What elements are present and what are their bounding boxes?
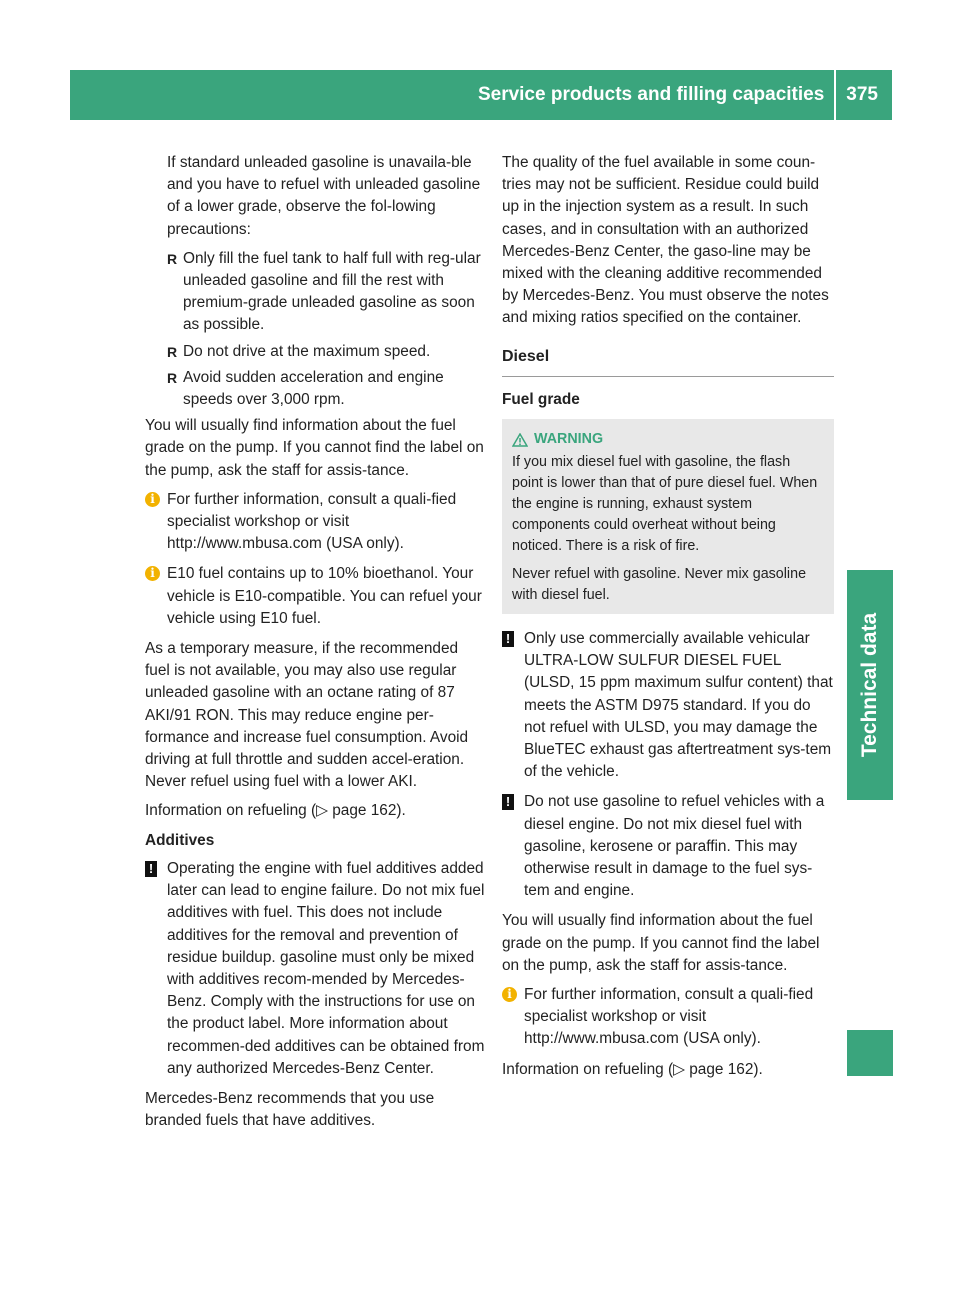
- intro-paragraph: If standard unleaded gasoline is unavaila-ble and you have to refuel with unleaded gasoline of a lower grade, observe the fol-lowing precautions:: [167, 154, 481, 238]
- info-note-text: For further information, consult a quali-fied specialist workshop or visit http://www.mbusa.com (USA only).: [167, 490, 457, 553]
- fuel-quality-paragraph: The quality of the fuel available in some coun-tries may not be sufficient. Residue could build up in the injection system as a result. In such cases, and in consultation with an authorized Mercedes-Benz Center, the gaso-line may be mixed with the cleaning additive recommended by Mercedes-Benz. You must observe the notes and mixing ratios specified on the container.: [502, 154, 829, 327]
- left-column: [145, 152, 485, 1139]
- warning-note: [502, 628, 834, 783]
- warning-note: [145, 858, 485, 1080]
- page-title: Service products and filling capacities: [477, 84, 825, 105]
- exclamation-icon: !: [502, 631, 514, 647]
- warning-note-text: Operating the engine with fuel additives added later can lead to engine failure. Do not mix fuel additives with fuel. This does not include additives for the removal and prevention of residue buildup. gasoline must only be mixed with additives recom-mended by Mercedes-Benz. Comply with the instructions for use on the product label. More information about recommen-ded additives can be obtained from any authorized Mercedes-Benz Center.: [167, 859, 485, 1077]
- additives-heading: Additives: [145, 831, 215, 849]
- fuel-grade-heading: Fuel grade: [502, 390, 580, 408]
- side-tab-technical-data[interactable]: [847, 570, 893, 800]
- side-tab-label: Technical data: [858, 612, 881, 758]
- exclamation-icon: !: [502, 794, 514, 810]
- info-note: [145, 563, 485, 630]
- warning-title-text: WARNING: [534, 431, 604, 448]
- info-icon: i: [145, 566, 160, 581]
- info-icon: i: [145, 492, 160, 507]
- refueling-reference[interactable]: Information on refueling (▷ page 162).: [502, 1060, 763, 1078]
- list-item: R Do not drive at the maximum speed.: [167, 341, 485, 363]
- warning-paragraph: Never refuel with gasoline. Never mix gasoline with diesel fuel.: [512, 566, 807, 604]
- fuel-info-paragraph: You will usually find information about the fuel grade on the pump. If you cannot find the label on the pump, ask the staff for assis-tance.: [145, 417, 484, 479]
- fuel-info-paragraph: You will usually find information about the fuel grade on the pump. If you cannot find the label on the pump, ask the staff for assis-tance.: [502, 912, 820, 974]
- list-item: R Only fill the fuel tank to half full with reg-ular unleaded gasoline and fill the rest with premium-grade unleaded gasoline as soon as possible.: [167, 249, 481, 334]
- page-number: 375: [846, 84, 878, 105]
- warning-note: [502, 791, 834, 902]
- temporary-measure-paragraph: As a temporary measure, if the recommended fuel is not available, you may also use regular unleaded gasoline with an octane rating of 87 AKI/91 RON. This may reduce engine per-formance and increase fuel consumption. Avoid driving at full throttle and sudden accel-eration. Never refuel using fuel with a lower AKI.: [145, 640, 469, 791]
- list-item: R Avoid sudden acceleration and engine speeds over 3,000 rpm.: [167, 368, 444, 409]
- warning-triangle-icon: [512, 433, 528, 447]
- header-bar: [70, 70, 892, 120]
- info-note-text: For further information, consult a quali-fied specialist workshop or visit http://www.mbusa.com (USA only).: [524, 986, 814, 1048]
- info-note: [145, 489, 485, 556]
- warning-note-text: Do not use gasoline to refuel vehicles with a diesel engine. Do not mix diesel fuel with gasoline, kerosene or paraffin. This may otherwise result in damage to the fuel sys-tem and engine.: [524, 793, 825, 900]
- info-note: [502, 984, 834, 1051]
- bullet-icon: R: [167, 343, 178, 360]
- info-note-text: E10 fuel contains up to 10% bioethanol. Your vehicle is E10-compatible. You can refuel your vehicle using E10 fuel.: [167, 565, 482, 627]
- warning-paragraph: If you mix diesel fuel with gasoline, the flash point is lower than that of pure diesel fuel. When the engine is running, exhaust system components could overheat without being noticed. There is a risk of fire.: [512, 454, 818, 555]
- right-column: [502, 152, 834, 1088]
- side-marker: [847, 1030, 893, 1076]
- diesel-heading: Diesel: [502, 346, 834, 377]
- info-icon: i: [502, 987, 517, 1002]
- warning-box: [502, 419, 834, 614]
- warning-title: [512, 429, 824, 450]
- bullet-icon: R: [167, 250, 178, 267]
- bullet-icon: R: [167, 369, 178, 386]
- refueling-reference[interactable]: Information on refueling (▷ page 162).: [145, 802, 406, 820]
- warning-note-text: Only use commercially available vehicular ULTRA-LOW SULFUR DIESEL FUEL (ULSD, 15 ppm maximum sulfur content) that meets the ASTM D975 standard. If you do not refuel with ULSD, you may damage the BlueTEC exhaust gas aftertreatment sys-tem of the vehicle.: [524, 630, 833, 781]
- branded-fuels-paragraph: Mercedes-Benz recommends that you use branded fuels that have additives.: [145, 1089, 435, 1130]
- exclamation-icon: !: [145, 861, 157, 877]
- precautions-list: [145, 248, 485, 411]
